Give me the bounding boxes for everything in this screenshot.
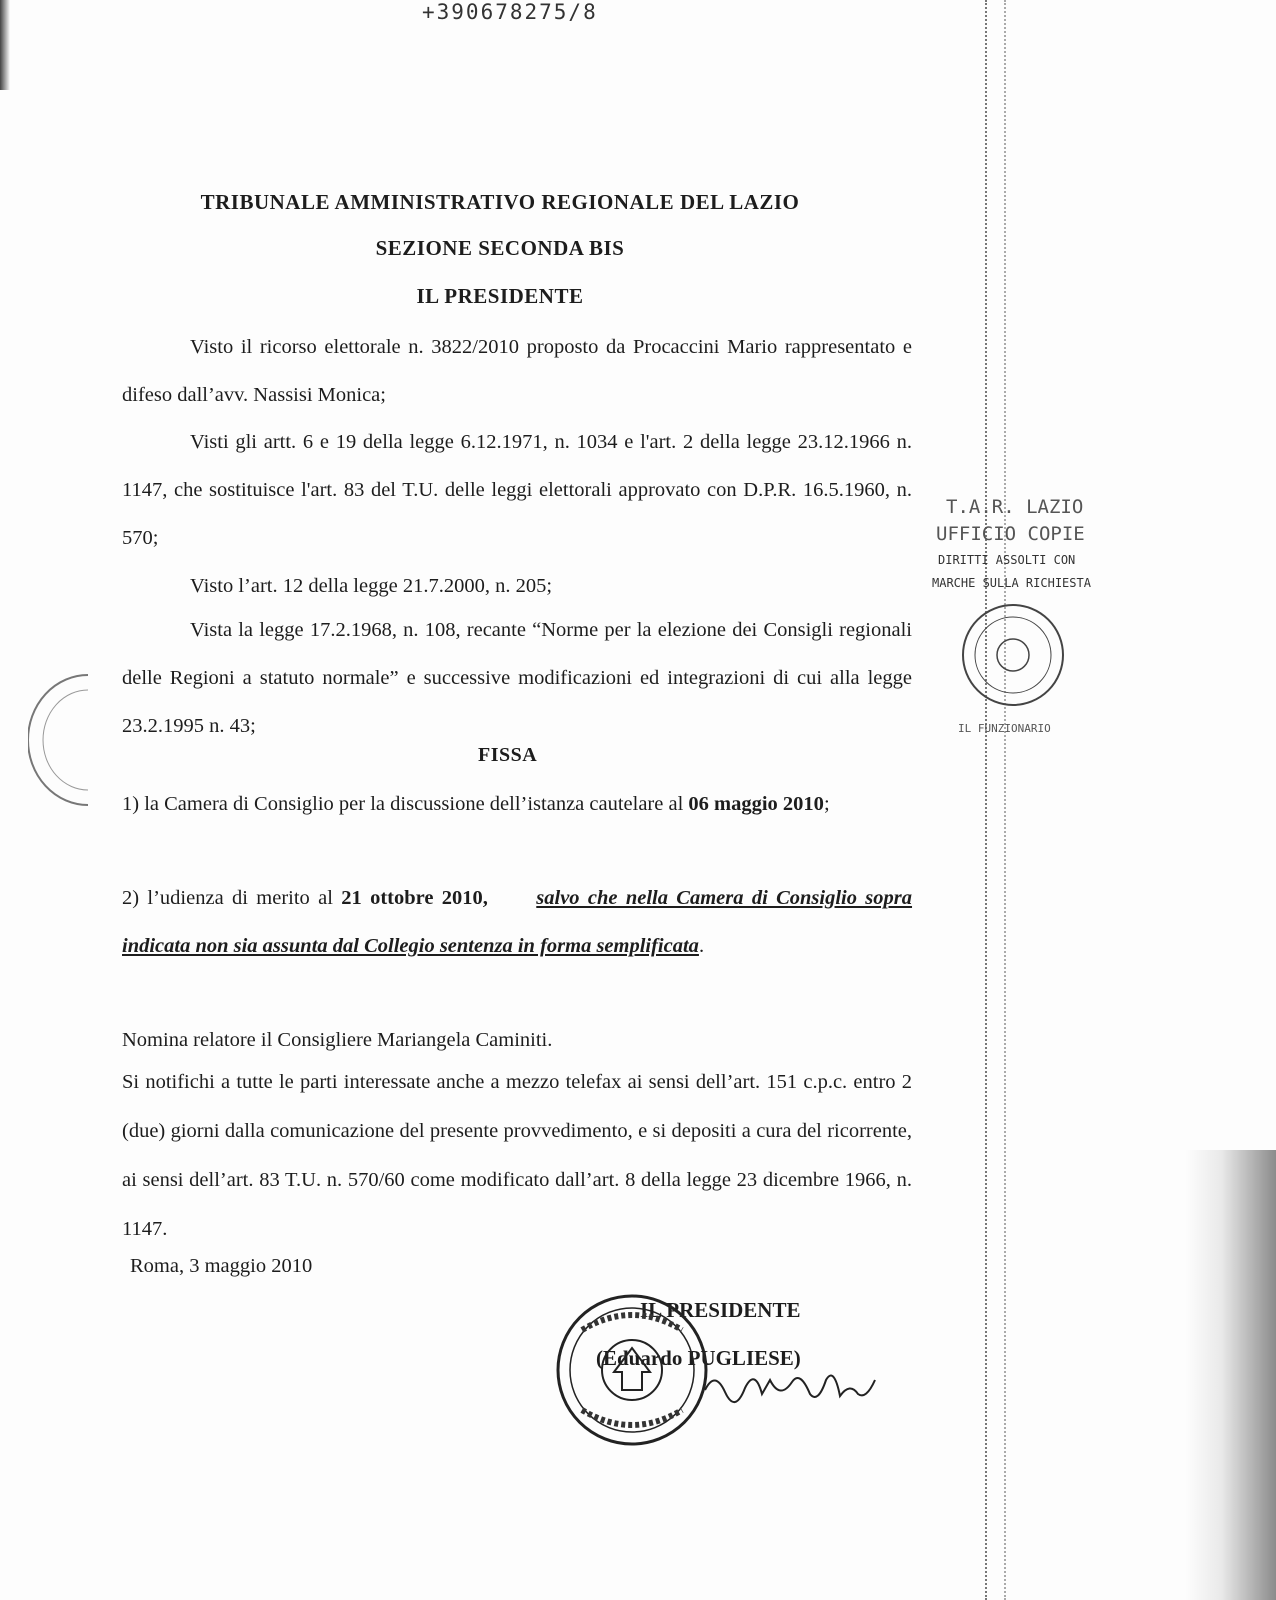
signature-name: (Eduardo PUGLIESE) bbox=[596, 1346, 801, 1370]
handwritten-signature bbox=[700, 1360, 880, 1410]
side-stamp-line-3: DIRITTI ASSOLTI CON bbox=[938, 553, 1076, 567]
paragraph-visti-artt: Visti gli artt. 6 e 19 della legge 6.12.1971, n. 1034 e l'art. 2 della legge 23.12.1966 n. 1147, che sostituisce l'art. 83 del T.U. delle leggi elettorali approvato con D.P.R. 16.5.1960, n. 570; bbox=[122, 431, 912, 549]
signature-title: IL PRESIDENTE bbox=[640, 1298, 801, 1322]
notifica-paragraph: Si notifichi a tutte le parti interessate anche a mezzo telefax ai sensi dell’art. 151 c.p.c. entro 2 (due) giorni dalla comunicazione del presente provvedimento, e si depositi a cura del ricorrente, ai sensi dell’art. 83 T.U. n. 570/60 come modificato dall’art. 8 della legge 23 dicembre 1966, n. 1147. bbox=[122, 1071, 912, 1240]
court-seal-stamp bbox=[552, 1290, 712, 1450]
side-stamp-line-5: IL FUNZIONARIO bbox=[958, 722, 1051, 735]
side-stamp-seal bbox=[958, 600, 1068, 710]
paragraph-vista-legge: Vista la legge 17.2.1968, n. 108, recante “Norme per la elezione dei Consigli regionali delle Regioni a statuto normale” e successive modificazioni ed integrazioni di cui alla legge 23.2.1995 n. 43; bbox=[122, 619, 912, 737]
side-stamp-line-4: MARCHE SULLA RICHIESTA bbox=[932, 576, 1091, 590]
paragraph-ricorso: Visto il ricorso elettorale n. 3822/2010 proposto da Procaccini Mario rappresentato e difeso dall’avv. Nassisi Monica; bbox=[122, 336, 912, 406]
scan-line-left bbox=[985, 0, 987, 1600]
fax-header-number: +390678275/8 bbox=[422, 0, 598, 24]
side-stamp-line-2: UFFICIO COPIE bbox=[936, 523, 1085, 545]
fissa-item-2: 2) l’udienza di merito al 21 ottobre 2010, salvo che nella Camera di Consiglio sopra indicata non sia assunta dal Collegio sentenza in forma semplificata. bbox=[122, 887, 913, 957]
side-stamp-line-1: T.A.R. LAZIO bbox=[946, 496, 1084, 518]
left-edge-partial-stamp bbox=[28, 670, 88, 810]
court-name: TRIBUNALE AMMINISTRATIVO REGIONALE DEL LAZIO bbox=[200, 190, 800, 214]
scan-line-right bbox=[1004, 0, 1006, 1600]
fissa-heading: FISSA bbox=[478, 744, 538, 766]
fissa-item-1: 1) la Camera di Consiglio per la discussione dell’istanza cautelare al 06 maggio 2010; bbox=[122, 793, 830, 815]
scan-edge-shade bbox=[1185, 1150, 1276, 1600]
fissa-item-2-clause: salvo che nella Camera di Consiglio sopra indicata non sia assunta dal Collegio sentenza in forma semplificata bbox=[122, 887, 913, 957]
court-section: SEZIONE SECONDA BIS bbox=[375, 236, 625, 260]
court-role: IL PRESIDENTE bbox=[416, 284, 584, 308]
paragraph-visto-art: Visto l’art. 12 della legge 21.7.2000, n. 205; bbox=[190, 575, 553, 597]
scan-edge-shadow bbox=[0, 0, 10, 90]
fissa-item-1-date: 06 maggio 2010 bbox=[688, 793, 824, 815]
fissa-item-2-date: 21 ottobre 2010, bbox=[341, 887, 488, 909]
place-date: Roma, 3 maggio 2010 bbox=[130, 1255, 313, 1277]
nomina-relatore: Nomina relatore il Consigliere Mariangela Caminiti. bbox=[122, 1029, 553, 1051]
